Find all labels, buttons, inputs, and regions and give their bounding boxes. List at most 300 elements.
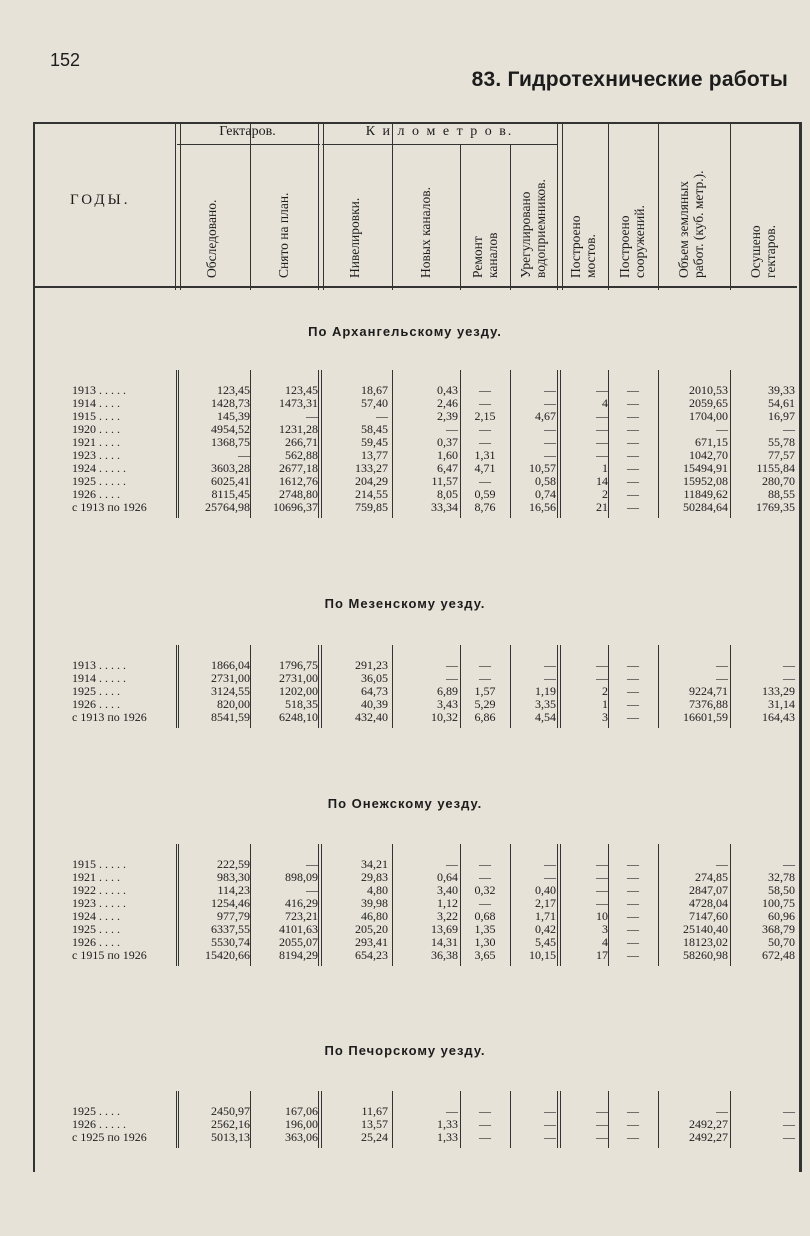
table-cell: — [596, 883, 608, 897]
table-cell: 3603,28 [211, 461, 250, 475]
table-cell: 39,98 [361, 896, 388, 910]
table-cell: — [627, 383, 639, 397]
table-cell: 15420,66 [205, 948, 250, 962]
col-header-levelling: Нивелировки. [347, 197, 362, 278]
table-cell: 214,55 [355, 487, 388, 501]
table-cell: 6,86 [474, 710, 496, 724]
table-cell: 6,47 [437, 461, 458, 475]
table-cell: 266,71 [285, 435, 318, 449]
table-cell: — [716, 671, 728, 685]
table-cell: 0,64 [437, 870, 458, 884]
table-cell: — [544, 422, 556, 436]
table-cell: 672,48 [762, 948, 795, 962]
table-cell: — [479, 396, 491, 410]
table-cell: 58,45 [361, 422, 388, 436]
table-cell: 16,97 [768, 409, 795, 423]
table-cell: 4,80 [367, 883, 388, 897]
table-row [0, 501, 810, 514]
table-cell: 16601,59 [683, 710, 728, 724]
table-cell: — [596, 896, 608, 910]
table-cell: — [783, 1130, 795, 1144]
row-year-label: с 1913 по 1926 [72, 500, 147, 514]
table-cell: 40,39 [361, 697, 388, 711]
group-hectares-label: Гектаров. [219, 124, 276, 139]
table-cell: 4 [602, 396, 608, 410]
table-cell: 10,32 [431, 710, 458, 724]
table-cell: — [479, 658, 491, 672]
table-cell: 1 [602, 461, 608, 475]
table-cell: 205,20 [355, 922, 388, 936]
row-year-label: с 1925 по 1926 [72, 1130, 147, 1144]
table-cell: 3,35 [535, 697, 556, 711]
header-divider [460, 145, 461, 290]
table-cell: 1,33 [437, 1130, 458, 1144]
table-cell: 54,61 [768, 396, 795, 410]
table-cell: 2,15 [474, 409, 496, 423]
table-cell: 10696,37 [273, 500, 318, 514]
group-underline [322, 144, 557, 145]
table-row [0, 1131, 810, 1144]
table-cell: 1155,84 [756, 461, 795, 475]
table-cell: 14 [596, 474, 608, 488]
page-title: 83. Гидротехнические работы [471, 68, 788, 91]
header-bottom-rule [35, 286, 797, 288]
table-cell: 32,78 [768, 870, 795, 884]
table-cell: — [446, 671, 458, 685]
table-cell: 2731,00 [279, 671, 318, 685]
years-header: ГОДЫ. [70, 192, 131, 208]
table-cell: 0,43 [437, 383, 458, 397]
table-cell: 1,31 [474, 448, 496, 462]
table-cell: 2,17 [535, 896, 556, 910]
table-cell: 50,70 [768, 935, 795, 949]
table-cell: — [783, 422, 795, 436]
table-cell: — [716, 1104, 728, 1118]
row-year-label: 1913 . . . . . [72, 383, 126, 397]
table-cell: 46,80 [361, 909, 388, 923]
table-cell: 977,79 [217, 909, 250, 923]
table-cell: — [627, 1117, 639, 1131]
table-cell: 0,42 [535, 922, 556, 936]
table-cell: — [627, 658, 639, 672]
table-cell: — [479, 671, 491, 685]
table-cell: 133,29 [762, 684, 795, 698]
table-cell: 8115,45 [211, 487, 250, 501]
table-cell: — [306, 857, 318, 871]
col-header-drained: Осушено гектаров. [748, 224, 778, 278]
table-cell: 1,30 [474, 935, 496, 949]
table-cell: 820,00 [217, 697, 250, 711]
table-cell: 6248,10 [279, 710, 318, 724]
table-cell: 4,67 [535, 409, 556, 423]
table-cell: 671,15 [695, 435, 728, 449]
table-cell: 2010,53 [689, 383, 728, 397]
table-cell: — [479, 383, 491, 397]
table-cell: — [627, 474, 639, 488]
table-cell: — [479, 435, 491, 449]
table-cell: 1769,35 [756, 500, 795, 514]
table-cell: 29,83 [361, 870, 388, 884]
table-cell: 2492,27 [689, 1130, 728, 1144]
row-year-label: 1923 . . . . . [72, 896, 126, 910]
table-cell: — [596, 409, 608, 423]
table-cell: 10,15 [529, 948, 556, 962]
table-cell: 518,35 [285, 697, 318, 711]
row-year-label: 1923 . . . . [72, 448, 120, 462]
table-cell: — [596, 422, 608, 436]
table-cell: — [627, 422, 639, 436]
table-cell: 57,40 [361, 396, 388, 410]
table-cell: — [783, 1104, 795, 1118]
table-cell: — [627, 435, 639, 449]
row-year-label: с 1913 по 1926 [72, 710, 147, 724]
table-cell: — [446, 422, 458, 436]
table-cell: — [544, 435, 556, 449]
table-cell: — [544, 448, 556, 462]
table-cell: — [306, 409, 318, 423]
table-cell: — [544, 658, 556, 672]
table-cell: 4728,04 [689, 896, 728, 910]
table-cell: 1254,46 [211, 896, 250, 910]
row-year-label: 1926 . . . . [72, 487, 120, 501]
col-header-bridges: Построено мостов. [568, 215, 598, 278]
table-cell: 280,70 [762, 474, 795, 488]
table-cell: 1,71 [535, 909, 556, 923]
table-cell: 50284,64 [683, 500, 728, 514]
table-cell: 1231,28 [279, 422, 318, 436]
table-cell: 5,45 [535, 935, 556, 949]
table-cell: 1704,00 [689, 409, 728, 423]
table-cell: 18123,02 [683, 935, 728, 949]
table-cell: 6337,55 [211, 922, 250, 936]
table-cell: — [479, 896, 491, 910]
row-year-label: 1921 . . . . [72, 870, 120, 884]
table-cell: — [627, 487, 639, 501]
table-cell: 33,34 [431, 500, 458, 514]
table-cell: — [596, 671, 608, 685]
table-cell: 274,85 [695, 870, 728, 884]
table-cell: 9224,71 [689, 684, 728, 698]
table-cell: 16,56 [529, 500, 556, 514]
row-year-label: 1920 . . . . [72, 422, 120, 436]
row-year-label: 1924 . . . . . [72, 461, 126, 475]
col-header-new-canals: Новых каналов. [418, 187, 433, 278]
table-cell: — [544, 1104, 556, 1118]
table-cell: — [627, 870, 639, 884]
table-cell: 133,27 [355, 461, 388, 475]
table-cell: 3,43 [437, 697, 458, 711]
table-cell: 11849,62 [683, 487, 728, 501]
table-cell: — [716, 422, 728, 436]
table-cell: 59,45 [361, 435, 388, 449]
row-year-label: 1914 . . . . [72, 396, 120, 410]
table-cell: 3,65 [474, 948, 496, 962]
table-cell: 8,05 [437, 487, 458, 501]
table-cell: — [627, 684, 639, 698]
table-cell: 114,23 [217, 883, 250, 897]
table-cell: — [783, 857, 795, 871]
col-header-structures: Построено сооружений. [617, 205, 647, 278]
table-cell: 36,05 [361, 671, 388, 685]
table-cell: — [627, 697, 639, 711]
section-title-pechora: По Печорскому уезду. [324, 1043, 486, 1058]
table-cell: 291,23 [355, 658, 388, 672]
table-cell: 3 [602, 922, 608, 936]
table-row [0, 858, 810, 871]
table-cell: 21 [596, 500, 608, 514]
table-cell: 123,45 [217, 383, 250, 397]
table-cell: — [627, 461, 639, 475]
table-cell: 1,19 [535, 684, 556, 698]
table-cell: 0,59 [474, 487, 496, 501]
table-cell: 5013,13 [211, 1130, 250, 1144]
table-cell: 759,85 [355, 500, 388, 514]
table-cell: 58,50 [768, 883, 795, 897]
row-year-label: 1925 . . . . [72, 684, 120, 698]
table-cell: 64,73 [361, 684, 388, 698]
table-cell: 15494,91 [683, 461, 728, 475]
row-year-label: 1926 . . . . [72, 935, 120, 949]
table-cell: 1796,75 [279, 658, 318, 672]
row-year-label: 1921 . . . . [72, 435, 120, 449]
table-cell: 164,43 [762, 710, 795, 724]
table-cell: 100,75 [762, 896, 795, 910]
table-cell: 25140,40 [683, 922, 728, 936]
table-cell: 2677,18 [279, 461, 318, 475]
table-cell: 5,29 [474, 697, 496, 711]
header-divider [318, 122, 324, 290]
table-cell: 1 [602, 697, 608, 711]
table-cell: — [627, 935, 639, 949]
table-cell: 723,21 [285, 909, 318, 923]
table-cell: 293,41 [355, 935, 388, 949]
header-divider [510, 145, 511, 290]
table-cell: 6,89 [437, 684, 458, 698]
table-cell: 31,14 [768, 697, 795, 711]
table-cell: 13,69 [431, 922, 458, 936]
col-header-canal-repair: Ремонт каналов [470, 232, 500, 278]
table-cell: 222,59 [217, 857, 250, 871]
table-cell: — [627, 896, 639, 910]
table-cell: 1473,31 [279, 396, 318, 410]
header-divider [730, 122, 731, 290]
table-cell: 2,39 [437, 409, 458, 423]
table-cell: 11,57 [431, 474, 458, 488]
table-cell: — [627, 396, 639, 410]
table-cell: — [596, 448, 608, 462]
table-cell: 3,22 [437, 909, 458, 923]
table-cell: — [479, 422, 491, 436]
table-cell: — [544, 857, 556, 871]
table-cell: 983,30 [217, 870, 250, 884]
group-km-label: К и л о м е т р о в. [365, 124, 514, 139]
table-cell: 36,38 [431, 948, 458, 962]
table-cell: — [596, 1104, 608, 1118]
table-cell: 25764,98 [205, 500, 250, 514]
table-cell: 25,24 [361, 1130, 388, 1144]
table-cell: — [627, 883, 639, 897]
table-cell: — [446, 658, 458, 672]
table-cell: 10 [596, 909, 608, 923]
table-cell: — [479, 474, 491, 488]
table-cell: 88,55 [768, 487, 795, 501]
table-cell: — [716, 658, 728, 672]
table-cell: 4101,63 [279, 922, 318, 936]
table-cell: — [596, 1117, 608, 1131]
row-year-label: 1914 . . . . . [72, 671, 126, 685]
row-year-label: 1925 . . . . [72, 922, 120, 936]
table-cell: 4,71 [474, 461, 496, 475]
table-cell: 1428,73 [211, 396, 250, 410]
table-cell: 14,31 [431, 935, 458, 949]
section-title-mezen: По Мезенскому уезду. [324, 596, 486, 611]
table-cell: 432,40 [355, 710, 388, 724]
table-cell: 1042,70 [689, 448, 728, 462]
group-underline [177, 144, 320, 145]
col-header-earthwork: Объем земляных работ. (куб. метр.). [676, 170, 706, 278]
table-cell: 2 [602, 487, 608, 501]
table-cell: 8,76 [474, 500, 496, 514]
table-cell: 654,23 [355, 948, 388, 962]
table-cell: — [479, 857, 491, 871]
table-cell: — [627, 409, 639, 423]
row-year-label: 1924 . . . . [72, 909, 120, 923]
table-cell: 58260,98 [683, 948, 728, 962]
table-cell: 0,68 [474, 909, 496, 923]
table-cell: 17 [596, 948, 608, 962]
table-cell: 2562,16 [211, 1117, 250, 1131]
table-cell: 60,96 [768, 909, 795, 923]
table-cell: 8194,29 [279, 948, 318, 962]
table-cell: 39,33 [768, 383, 795, 397]
table-cell: — [627, 948, 639, 962]
table-cell: — [479, 1117, 491, 1131]
table-cell: 368,79 [762, 922, 795, 936]
table-cell: — [783, 671, 795, 685]
table-cell: — [479, 1130, 491, 1144]
table-cell: — [716, 857, 728, 871]
row-year-label: 1926 . . . . . [72, 1117, 126, 1131]
row-year-label: с 1915 по 1926 [72, 948, 147, 962]
header-divider [175, 122, 181, 290]
table-cell: 1,35 [474, 922, 496, 936]
table-cell: 7147,60 [689, 909, 728, 923]
table-cell: 123,45 [285, 383, 318, 397]
table-cell: 562,88 [285, 448, 318, 462]
row-year-label: 1922 . . . . . [72, 883, 126, 897]
table-cell: 2,46 [437, 396, 458, 410]
table-row [0, 711, 810, 724]
table-cell: — [627, 1130, 639, 1144]
page-number: 152 [50, 50, 81, 70]
row-year-label: 1913 . . . . . [72, 658, 126, 672]
table-cell: — [596, 435, 608, 449]
table-cell: — [479, 870, 491, 884]
table-cell: 204,29 [355, 474, 388, 488]
table-cell: 1866,04 [211, 658, 250, 672]
table-cell: 10,57 [529, 461, 556, 475]
table-cell: 2731,00 [211, 671, 250, 685]
header-divider [658, 122, 659, 290]
table-cell: 0,74 [535, 487, 556, 501]
table-cell: — [544, 870, 556, 884]
table-cell: — [544, 1117, 556, 1131]
table-cell: — [596, 1130, 608, 1144]
table-cell: — [627, 857, 639, 871]
table-cell: — [306, 883, 318, 897]
table-cell: — [446, 857, 458, 871]
table-cell: 1,12 [437, 896, 458, 910]
section-title-arkhangelsk: По Архангельскому уезду. [308, 324, 502, 339]
header-divider [557, 122, 563, 290]
table-cell: 4954,52 [211, 422, 250, 436]
table-cell: 1,33 [437, 1117, 458, 1131]
table-cell: — [446, 1104, 458, 1118]
table-cell: 1612,76 [279, 474, 318, 488]
table-cell: — [596, 857, 608, 871]
table-cell: 898,09 [285, 870, 318, 884]
table-cell: — [627, 710, 639, 724]
row-year-label: 1925 . . . . [72, 1104, 120, 1118]
header-divider [250, 122, 251, 290]
table-row [0, 410, 810, 423]
table-cell: 196,00 [285, 1117, 318, 1131]
table-cell: 6025,41 [211, 474, 250, 488]
row-year-label: 1925 . . . . . [72, 474, 126, 488]
table-cell: 145,39 [217, 409, 250, 423]
table-cell: 1,57 [474, 684, 496, 698]
table-cell: 3,40 [437, 883, 458, 897]
table-cell: 2748,80 [279, 487, 318, 501]
table-cell: 77,57 [768, 448, 795, 462]
table-cell: — [627, 922, 639, 936]
table-cell: — [596, 383, 608, 397]
section-title-onega: По Онежскому уезду. [327, 796, 483, 811]
table-cell: 18,67 [361, 383, 388, 397]
table-cell: — [783, 1117, 795, 1131]
table-cell: 13,57 [361, 1117, 388, 1131]
table-cell: 363,06 [285, 1130, 318, 1144]
header-divider [392, 122, 393, 290]
table-cell: 7376,88 [689, 697, 728, 711]
table-cell: — [544, 671, 556, 685]
table-row [0, 949, 810, 962]
table-cell: — [627, 671, 639, 685]
table-cell: — [627, 1104, 639, 1118]
table-cell: 0,40 [535, 883, 556, 897]
table-cell: — [596, 658, 608, 672]
table-cell: 0,37 [437, 435, 458, 449]
table-cell: — [596, 870, 608, 884]
table-cell: 2450,97 [211, 1104, 250, 1118]
table-cell: 2055,07 [279, 935, 318, 949]
table-cell: 2 [602, 684, 608, 698]
table-cell: 0,58 [535, 474, 556, 488]
col-header-mapped: Снято на план. [276, 192, 291, 278]
table-cell: — [544, 1130, 556, 1144]
table-cell: — [783, 658, 795, 672]
row-year-label: 1915 . . . . [72, 409, 120, 423]
table-cell: 11,67 [361, 1104, 388, 1118]
table-cell: — [627, 448, 639, 462]
table-cell: — [544, 383, 556, 397]
table-cell: 0,32 [474, 883, 496, 897]
table-cell: 13,77 [361, 448, 388, 462]
table-cell: — [544, 396, 556, 410]
table-cell: 5530,74 [211, 935, 250, 949]
table-cell: 15952,08 [683, 474, 728, 488]
table-cell: 1,60 [437, 448, 458, 462]
